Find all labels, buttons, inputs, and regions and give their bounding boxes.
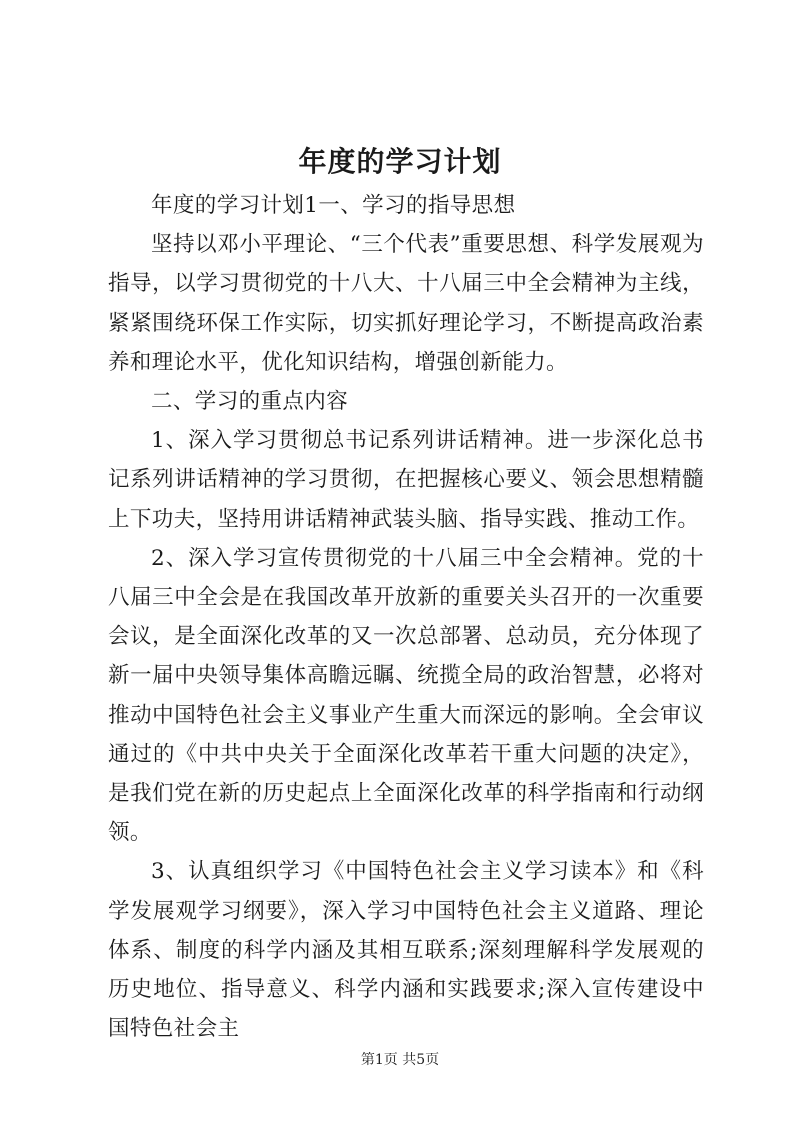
paragraph: 2、深入学习宣传贯彻党的十八届三中全会精神。党的十八届三中全会是在我国改革开放新的重要关头召开的一次重要会议，是全面深化改革的又一次总部署、总动员，充分体现了新一届中央领导集体高瞻远瞩、统揽全局的政治智慧，必将对推动中国特色社会主义事业产生重大而深远的影响。全会审议通过的《中共中央关于全面深化改革若干重大问题的决定》，是我们党在新的历史起点上全面深化改革的科学指南和行动纲领。 bbox=[108, 545, 704, 846]
paragraph: 1、深入学习贯彻总书记系列讲话精神。进一步深化总书记系列讲话精神的学习贯彻，在把握核心要义、领会思想精髓上下功夫，坚持用讲话精神武装头脑、指导实践、推动工作。 bbox=[108, 428, 704, 532]
paragraph-heading-2: 二、学习的重点内容 bbox=[151, 389, 349, 415]
paragraph: 3、认真组织学习《中国特色社会主义学习读本》和《科学发展观学习纲要》，深入学习中国特色社会主义道路、理论体系、制度的科学内涵及其相互联系;深刻理解科学发展观的历史地位、指导意义、科学内涵和实践要求;深入宣传建设中国特色社会主 bbox=[108, 859, 704, 1042]
paragraph-heading-1: 年度的学习计划1一、学习的指导思想 bbox=[151, 193, 516, 218]
paragraph: 坚持以邓小平理论、“三个代表”重要思想、科学发展观为指导，以学习贯彻党的十八大、十八届三中全会精神为主线，紧紧围绕环保工作实际，切实抓好理论学习，不断提高政治素养和理论水平，优化知识结构，增强创新能力。 bbox=[108, 232, 704, 375]
document-body bbox=[108, 186, 704, 1048]
page-footer: 第1页 共5页 bbox=[360, 1052, 440, 1068]
document-title: 年度的学习计划 bbox=[298, 145, 502, 178]
